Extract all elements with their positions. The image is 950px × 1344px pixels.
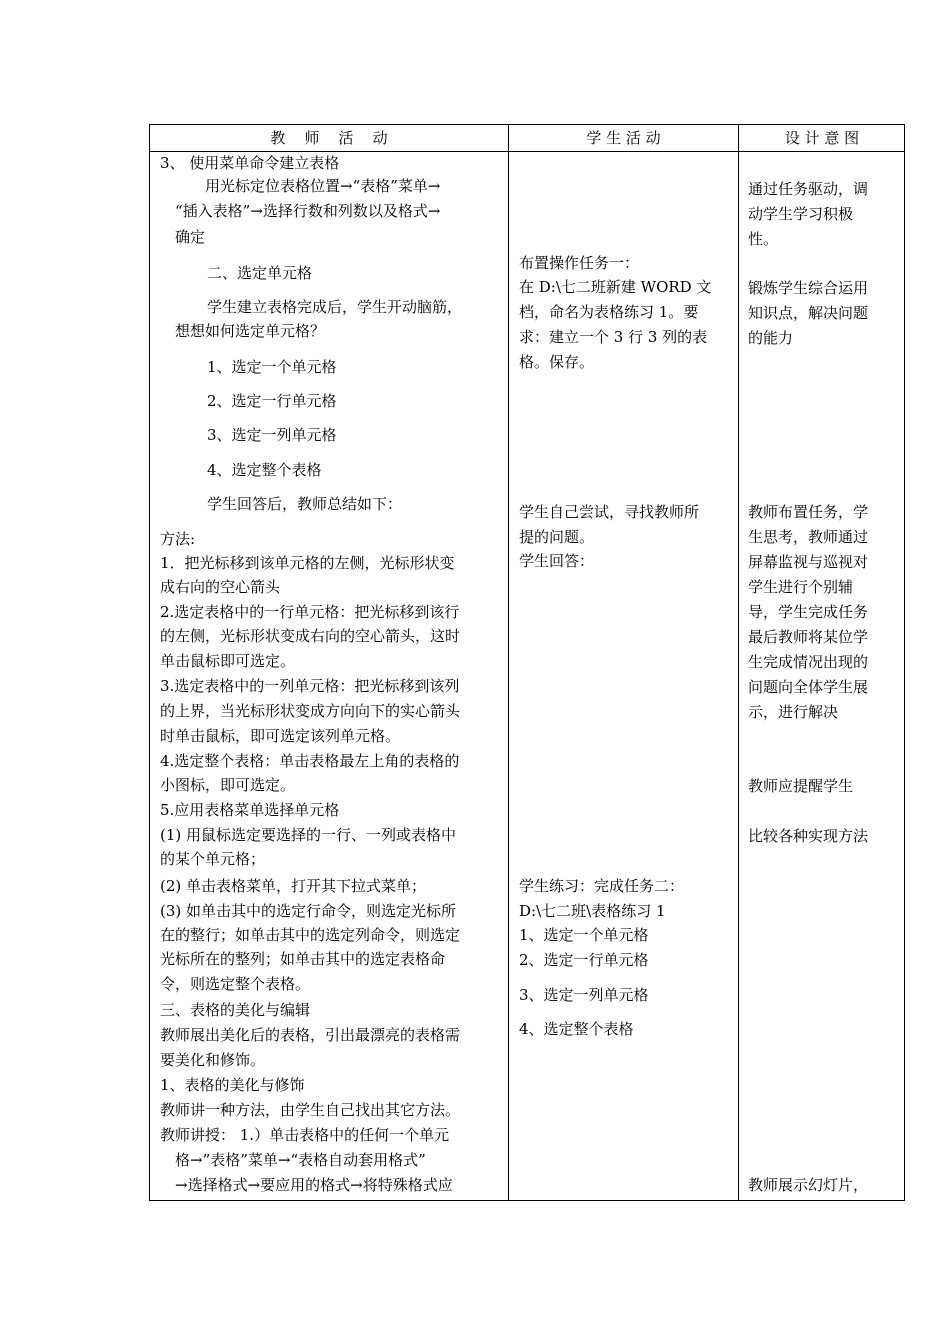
design-line: 比较各种实现方法 <box>748 827 869 845</box>
teacher-line: “插入表格”→选择行数和列数以及格式→ <box>175 202 441 220</box>
teacher-line: 1、表格的美化与修饰 <box>160 1076 305 1094</box>
teacher-line: 要美化和修饰。 <box>160 1051 266 1069</box>
teacher-line: 学生建立表格完成后，学生开动脑筋， <box>207 298 463 316</box>
student-line: 布置操作任务一： <box>519 254 640 272</box>
teacher-line: 确定 <box>175 228 206 246</box>
teacher-line: 2.选定表格中的一行单元格：把光标移到该行 <box>160 603 460 621</box>
design-line: 生完成情况出现的 <box>748 653 869 671</box>
student-line: 学生练习：完成任务二： <box>519 877 685 895</box>
teacher-line: 令，则选定整个表格。 <box>160 975 311 993</box>
teacher-line: 三、表格的美化与编辑 <box>160 1001 311 1019</box>
teacher-line: 成右向的空心箭头 <box>160 578 281 596</box>
student-line: 在 D:\七二班新建 WORD 文 <box>519 278 712 296</box>
student-line: 档，命名为表格练习 1。要 <box>519 303 699 321</box>
teacher-line: 教师展出美化后的表格，引出最漂亮的表格需 <box>160 1026 461 1044</box>
teacher-line: 想想如何选定单元格？ <box>175 322 326 340</box>
teacher-line: 在的整行；如单击其中的选定列命令，则选定 <box>160 926 461 944</box>
design-line: 通过任务驱动，调 <box>748 180 869 198</box>
design-line: 的能力 <box>748 329 794 347</box>
design-line: 问题向全体学生展 <box>748 678 869 696</box>
student-line: 求：建立一个 3 行 3 列的表 <box>519 328 708 346</box>
teacher-line: 的左侧，光标形状变成右向的空心箭头，这时 <box>160 627 461 645</box>
teacher-line: 的上界，当光标形状变成方向向下的实心箭头 <box>160 702 461 720</box>
student-line: 4、选定整个表格 <box>519 1020 634 1038</box>
teacher-line: 用光标定位表格位置→“表格”菜单→ <box>205 177 441 195</box>
teacher-line: 小图标，即可选定。 <box>160 776 296 794</box>
teacher-line: 3.选定表格中的一列单元格：把光标移到该列 <box>160 677 460 695</box>
column-divider <box>508 125 509 1200</box>
teacher-line: 教师讲一种方法，由学生自己找出其它方法。 <box>160 1101 461 1119</box>
design-line: 教师应提醒学生 <box>748 777 854 795</box>
design-line: 教师布置任务，学 <box>748 503 869 521</box>
design-line: 性。 <box>748 230 779 248</box>
student-line: 学生回答： <box>519 552 595 570</box>
student-line: D:\七二班\表格练习 1 <box>519 902 666 920</box>
teacher-line: 4.选定整个表格：单击表格最左上角的表格的 <box>160 752 460 770</box>
teacher-line: 学生回答后，教师总结如下： <box>207 495 403 513</box>
design-line: 知识点，解决问题 <box>748 304 869 322</box>
student-line: 3、选定一列单元格 <box>519 986 649 1004</box>
design-line: 动学生学习积极 <box>748 205 854 223</box>
teacher-line: 时单击鼠标，即可选定该列单元格。 <box>160 727 401 745</box>
teacher-line: 光标所在的整列；如单击其中的选定表格命 <box>160 950 446 968</box>
teacher-line: (3) 如单击其中的选定行命令，则选定光标所 <box>160 902 457 920</box>
teacher-line: 5.应用表格菜单选择单元格 <box>160 801 340 819</box>
student-line: 提的问题。 <box>519 528 595 546</box>
teacher-line: →选择格式→要应用的格式→将特殊格式应 <box>175 1176 453 1194</box>
teacher-line: (1) 用鼠标选定要选择的一行、一列或表格中 <box>160 826 457 844</box>
teacher-line: 2、选定一行单元格 <box>207 392 337 410</box>
teacher-line: 教师讲授： 1.）单击表格中的任何一个单元 <box>160 1126 450 1144</box>
header-student-activity: 学 生 活 动 <box>586 129 661 147</box>
teacher-line: 3、选定一列单元格 <box>207 426 337 444</box>
student-line: 学生自己尝试，寻找教师所 <box>519 503 700 521</box>
design-line: 教师展示幻灯片， <box>748 1176 869 1194</box>
design-line: 导，学生完成任务 <box>748 603 869 621</box>
teacher-line: 单击鼠标即可选定。 <box>160 652 296 670</box>
header-teacher-activity: 教 师 活 动 <box>270 129 388 147</box>
teacher-line: 3、 使用菜单命令建立表格 <box>160 154 340 172</box>
teacher-line: 格→”表格”菜单→“表格自动套用格式” <box>175 1151 426 1169</box>
teacher-line: (2) 单击表格菜单，打开其下拉式菜单； <box>160 877 427 895</box>
teacher-line: 方法: <box>160 530 196 548</box>
design-line: 学生进行个别辅 <box>748 578 854 596</box>
teacher-line: 二、选定单元格 <box>207 264 313 282</box>
header-divider <box>150 151 904 152</box>
lesson-plan-table <box>149 124 905 1201</box>
design-line: 屏幕监视与巡视对 <box>748 553 869 571</box>
column-divider <box>738 125 739 1200</box>
teacher-line: 4、选定整个表格 <box>207 461 322 479</box>
student-line: 格。保存。 <box>519 353 595 371</box>
teacher-line: 1、选定一个单元格 <box>207 358 337 376</box>
student-line: 2、选定一行单元格 <box>519 951 649 969</box>
teacher-line: 的某个单元格； <box>160 850 266 868</box>
design-line: 最后教师将某位学 <box>748 628 869 646</box>
design-line: 生思考，教师通过 <box>748 528 869 546</box>
teacher-line: 1．把光标移到该单元格的左侧，光标形状变 <box>160 554 455 572</box>
header-design-intent: 设 计 意 图 <box>784 129 860 147</box>
design-line: 示，进行解决 <box>748 703 839 721</box>
student-line: 1、选定一个单元格 <box>519 926 649 944</box>
design-line: 锻炼学生综合运用 <box>748 279 869 297</box>
